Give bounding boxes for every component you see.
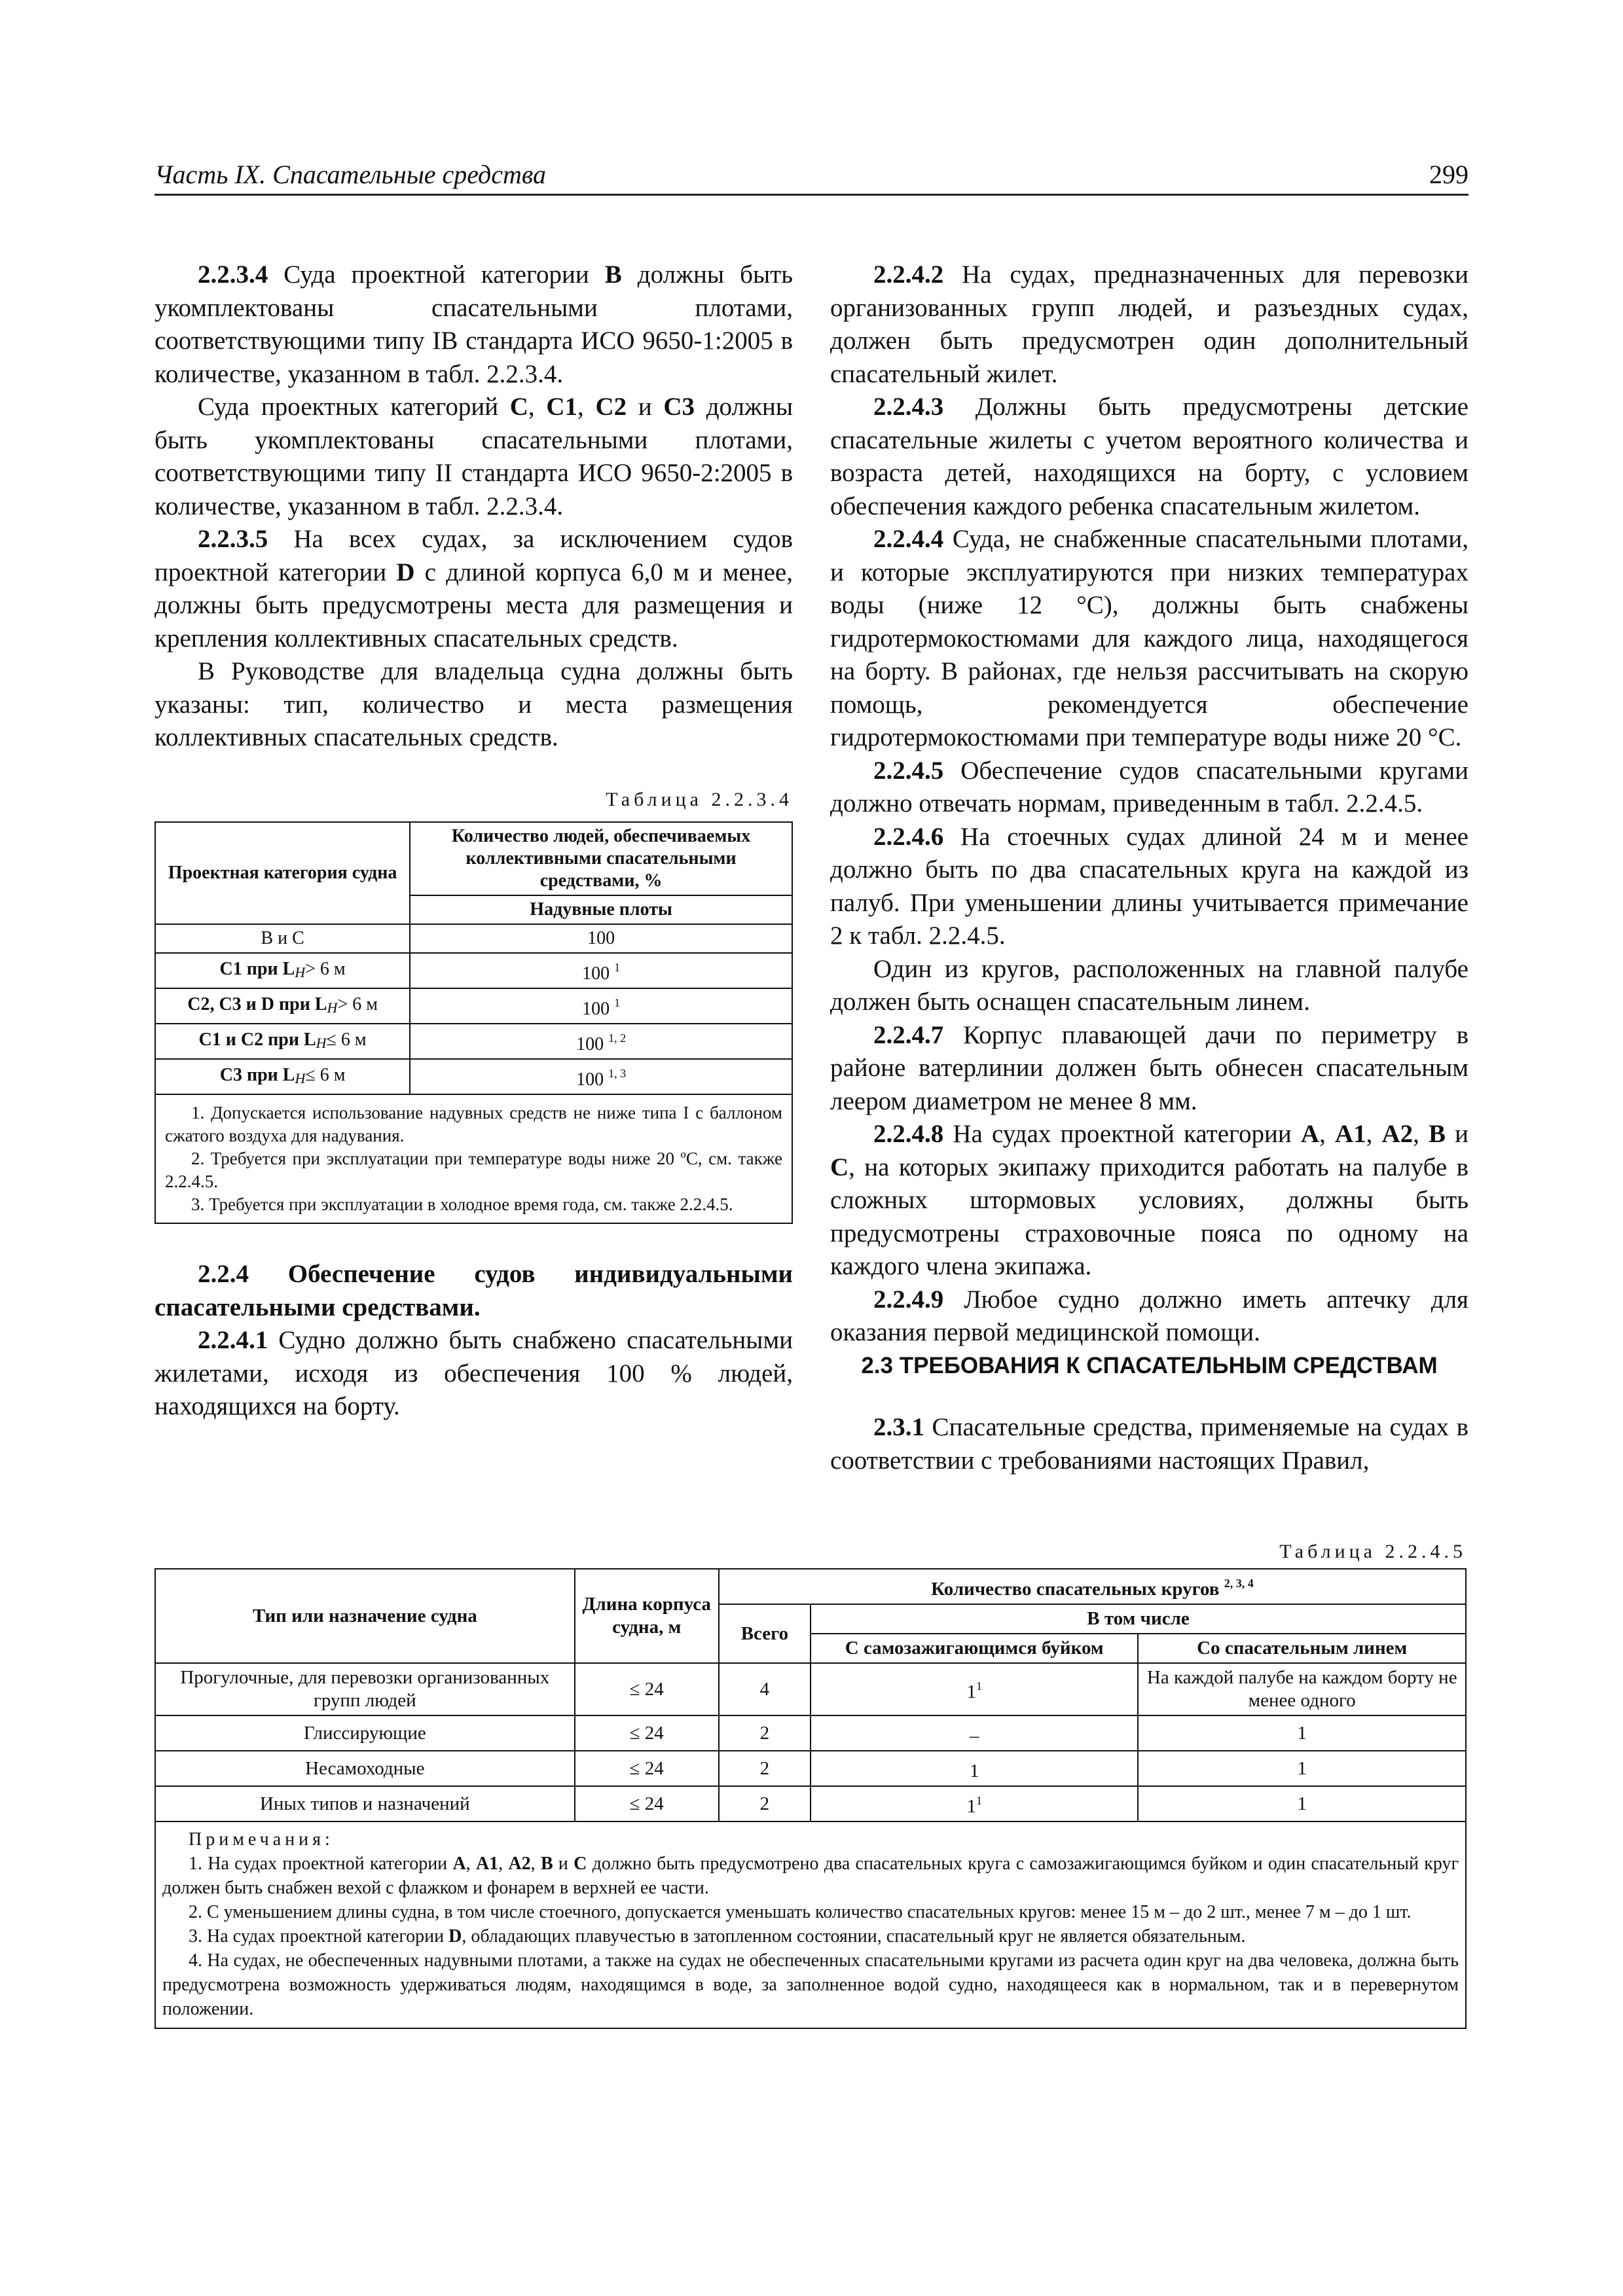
t2-header-including: В том числе xyxy=(811,1604,1466,1634)
table2-caption: Таблица 2.2.4.5 xyxy=(1279,1541,1467,1562)
para-2-2-4-6: 2.2.4.6 На стоечных судах длиной 24 м и менее должно быть по два спасательных круга на каждой из палуб. При уменьшении длины учитывается примечание 2 к табл. 2.2.4.5. xyxy=(830,822,1468,950)
t2-header-line: Со спасательным линем xyxy=(1138,1634,1466,1663)
para-2-2-3-5: 2.2.3.5 На всех судах, за исключением судов проектной категории D с длиной корпуса 6,0 м и менее, должны быть предусмотрены места для размещения и крепления коллективных спасательных средств. xyxy=(155,525,793,653)
para-2-2-3-4: 2.2.3.4 Суда проектной категории B должны быть укомплектованы спасательными плотами, соответствующими типу IB стандарта ИСО 9650-1:2005 в количестве, указанном в табл. 2.2.3.4. xyxy=(155,260,793,388)
t2-note-1: 1. На судах проектной категории A, A1, A2, B и C должно быть предусмотрено два спасательных круга с самозажигающимся буйком и один спасательный круг должен быть снабжен вехой с флажком и фонарем в верхней ее части. xyxy=(162,1854,1459,1898)
t2-note-2: 2. С уменьшением длины судна, в том числе стоечного, допускается уменьшать количество спасательных кругов: менее 15 м – до 2 шт., менее 7 м – до 1 шт. xyxy=(189,1902,1412,1922)
table-2-2-4-5-block xyxy=(155,1541,1467,2029)
t1-header-rafts: Надувные плоты xyxy=(410,895,792,924)
para-main-deck: Один из кругов, расположенных на главной палубе должен быть оснащен спасательным линем. xyxy=(830,954,1468,1016)
t2-notes: Примечания: 1. На судах проектной категории A, A1, A2, B и C должно быть предусмотрено два спасательных круга с самозажигающимся буйком и один спасательный круг должен быть снабжен вехой с флажком и фонарем в верхней ее части. 2. С уменьшением длины судна, в том числе стоечного, допускается уменьшать количество спасательных кругов: менее 15 м – до 2 шт., менее 7 м – до 1 шт. 3. На судах проектной категории D, обладающих плавучестью в затопленном состоянии, спасательный круг не является обязательным. 4. На судах, не обеспеченных надувными плотами, а также на судах не обеспеченных спасательными кругами из расчета один круг на два человека, должна быть предусмотрена возможность удерживаться людям, находящимся в воде, за заполненное водой судно, находящееся как в нормальном, так и в перевернутом положении. xyxy=(155,1821,1466,2028)
running-title: Часть IX. Спасательные средства xyxy=(155,160,547,189)
left-column xyxy=(155,259,793,1424)
table-row: C3 при LH≤ 6 м 100 $^{1, 3}$ xyxy=(155,1059,792,1094)
t2-header-length: Длина корпуса судна, м xyxy=(575,1569,719,1663)
para-2-2-4-3: 2.2.4.3 Должны быть предусмотрены детские спасательные жилеты с учетом вероятного количества и возраста детей, находящихся на борту, с условием обеспечения каждого ребенка спасательным жилетом. xyxy=(830,393,1468,520)
para-2-3-1: 2.3.1 Спасательные средства, применяемые на судах в соответствии с требованиями настоящих Правил, xyxy=(830,1413,1468,1475)
t1-header-category: Проектная категория судна xyxy=(155,822,410,924)
t2-header-type: Тип или назначение судна xyxy=(155,1569,575,1663)
t2-header-quantity: Количество спасательных кругов $^{2, 3, 4}$ xyxy=(719,1569,1466,1604)
table-row: Прогулочные, для перевозки организованных групп людей ≤ 24 4 $1^1$ На каждой палубе на каждом борту не менее одного xyxy=(155,1663,1466,1715)
table-2-2-3-4 xyxy=(155,821,793,1224)
para-2-2-4-7: 2.2.4.7 Корпус плавающей дачи по периметру в районе ватерлинии должен быть обнесен спасательным леером диаметром не менее 8 мм. xyxy=(830,1020,1468,1115)
table-row: C2, C3 и D при LH> 6 м 100 $^1$ xyxy=(155,988,792,1024)
t2-header-total: Всего xyxy=(719,1604,811,1663)
para-2-2-4-8: 2.2.4.8 На судах проектной категории A, A1, A2, B и C, на которых экипажу приходится работать на палубе в сложных штормовых условиях, должны быть предусмотрены страховочные пояса по одному на каждого члена экипажа. xyxy=(830,1120,1469,1280)
table-2-2-4-5 xyxy=(155,1568,1467,2029)
t2-note-4: 4. На судах, не обеспеченных надувными плотами, а также на судах не обеспеченных спасательными кругами из расчета один круг на два человека, должна быть предусмотрена возможность удерживаться людям, находящимся в воде, за заполненное водой судно, находящееся как в нормальном, так и в перевернутом положении. xyxy=(162,1950,1459,2019)
table1-caption: Таблица 2.2.3.4 xyxy=(606,788,793,810)
table-row: Несамоходные ≤ 24 2 1 1 xyxy=(155,1751,1466,1786)
table-row: C1 и C2 при LH≤ 6 м 100 $^{1, 2}$ xyxy=(155,1024,792,1059)
para-2-2-4-4: 2.2.4.4 Суда, не снабженные спасательными плотами, и которые эксплуатируются при низких температурах воды (ниже 12 °C), должны быть снабжены гидротермокостюмами для каждого лица, находящегося на борту. В районах, где нельзя рассчитывать на скорую помощь, рекомендуется обеспечение гидротермокостюмами при температуре воды ниже 20 °C. xyxy=(830,525,1468,751)
t1-header-people: Количество людей, обеспечиваемых коллективными спасательными средствами, % xyxy=(410,822,792,895)
section-2-3-heading: 2.3 ТРЕБОВАНИЯ К СПАСАТЕЛЬНЫМ СРЕДСТВАМ xyxy=(861,1352,1438,1378)
right-column xyxy=(830,259,1468,1477)
page-header xyxy=(155,153,1468,196)
table-row: Глиссирующие ≤ 24 2 – 1 xyxy=(155,1715,1466,1751)
section-2-2-4-heading: 2.2.4 Обеспечение судов индивидуальными спасательными средствами. xyxy=(155,1260,793,1321)
table-row: Иных типов и назначений ≤ 24 2 $1^1$ 1 xyxy=(155,1786,1466,1821)
table-row: C1 при LH> 6 м 100 $^1$ xyxy=(155,953,792,988)
page-number: 299 xyxy=(1429,160,1468,189)
table-row: B и C 100 xyxy=(155,924,792,953)
t2-header-buoy: С самозажигающимся буйком xyxy=(811,1634,1139,1663)
para-2-2-4-9: 2.2.4.9 Любое судно должно иметь аптечку для оказания первой медицинской помощи. xyxy=(830,1285,1468,1346)
t1-notes: 1. Допускается использование надувных средств не ниже типа I с баллоном сжатого воздуха для надувания. 2. Требуется при эксплуатации при температуре воды ниже 20 ºC, см. также 2.2.4.5. 3. Требуется при эксплуатации в холодное время года, см. также 2.2.4.5. xyxy=(155,1094,792,1223)
para-2-2-4-5: 2.2.4.5 Обеспечение судов спасательными кругами должно отвечать нормам, приведенным в табл. 2.2.4.5. xyxy=(830,756,1468,817)
para-categories-c: Суда проектных категорий C, C1, C2 и C3 должны быть укомплектованы спасательными плотами, соответствующими типу II стандарта ИСО 9650-2:2005 в количестве, указанном в табл. 2.2.3.4. xyxy=(155,393,793,520)
para-2-2-4-2: 2.2.4.2 На судах, предназначенных для перевозки организованных групп людей, и разъездных судах, должен быть предусмотрен один дополнительный спасательный жилет. xyxy=(830,260,1468,388)
t2-note-3: 3. На судах проектной категории D, обладающих плавучестью в затопленном состоянии, спасательный круг не является обязательным. xyxy=(189,1926,1246,1946)
para-2-2-4-1: 2.2.4.1 Судно должно быть снабжено спасательными жилетами, исходя из обеспечения 100 % людей, находящихся на борту. xyxy=(155,1326,793,1420)
para-owner-manual: В Руководстве для владельца судна должны быть указаны: тип, количество и места размещения коллективных спасательных средств. xyxy=(155,657,793,751)
